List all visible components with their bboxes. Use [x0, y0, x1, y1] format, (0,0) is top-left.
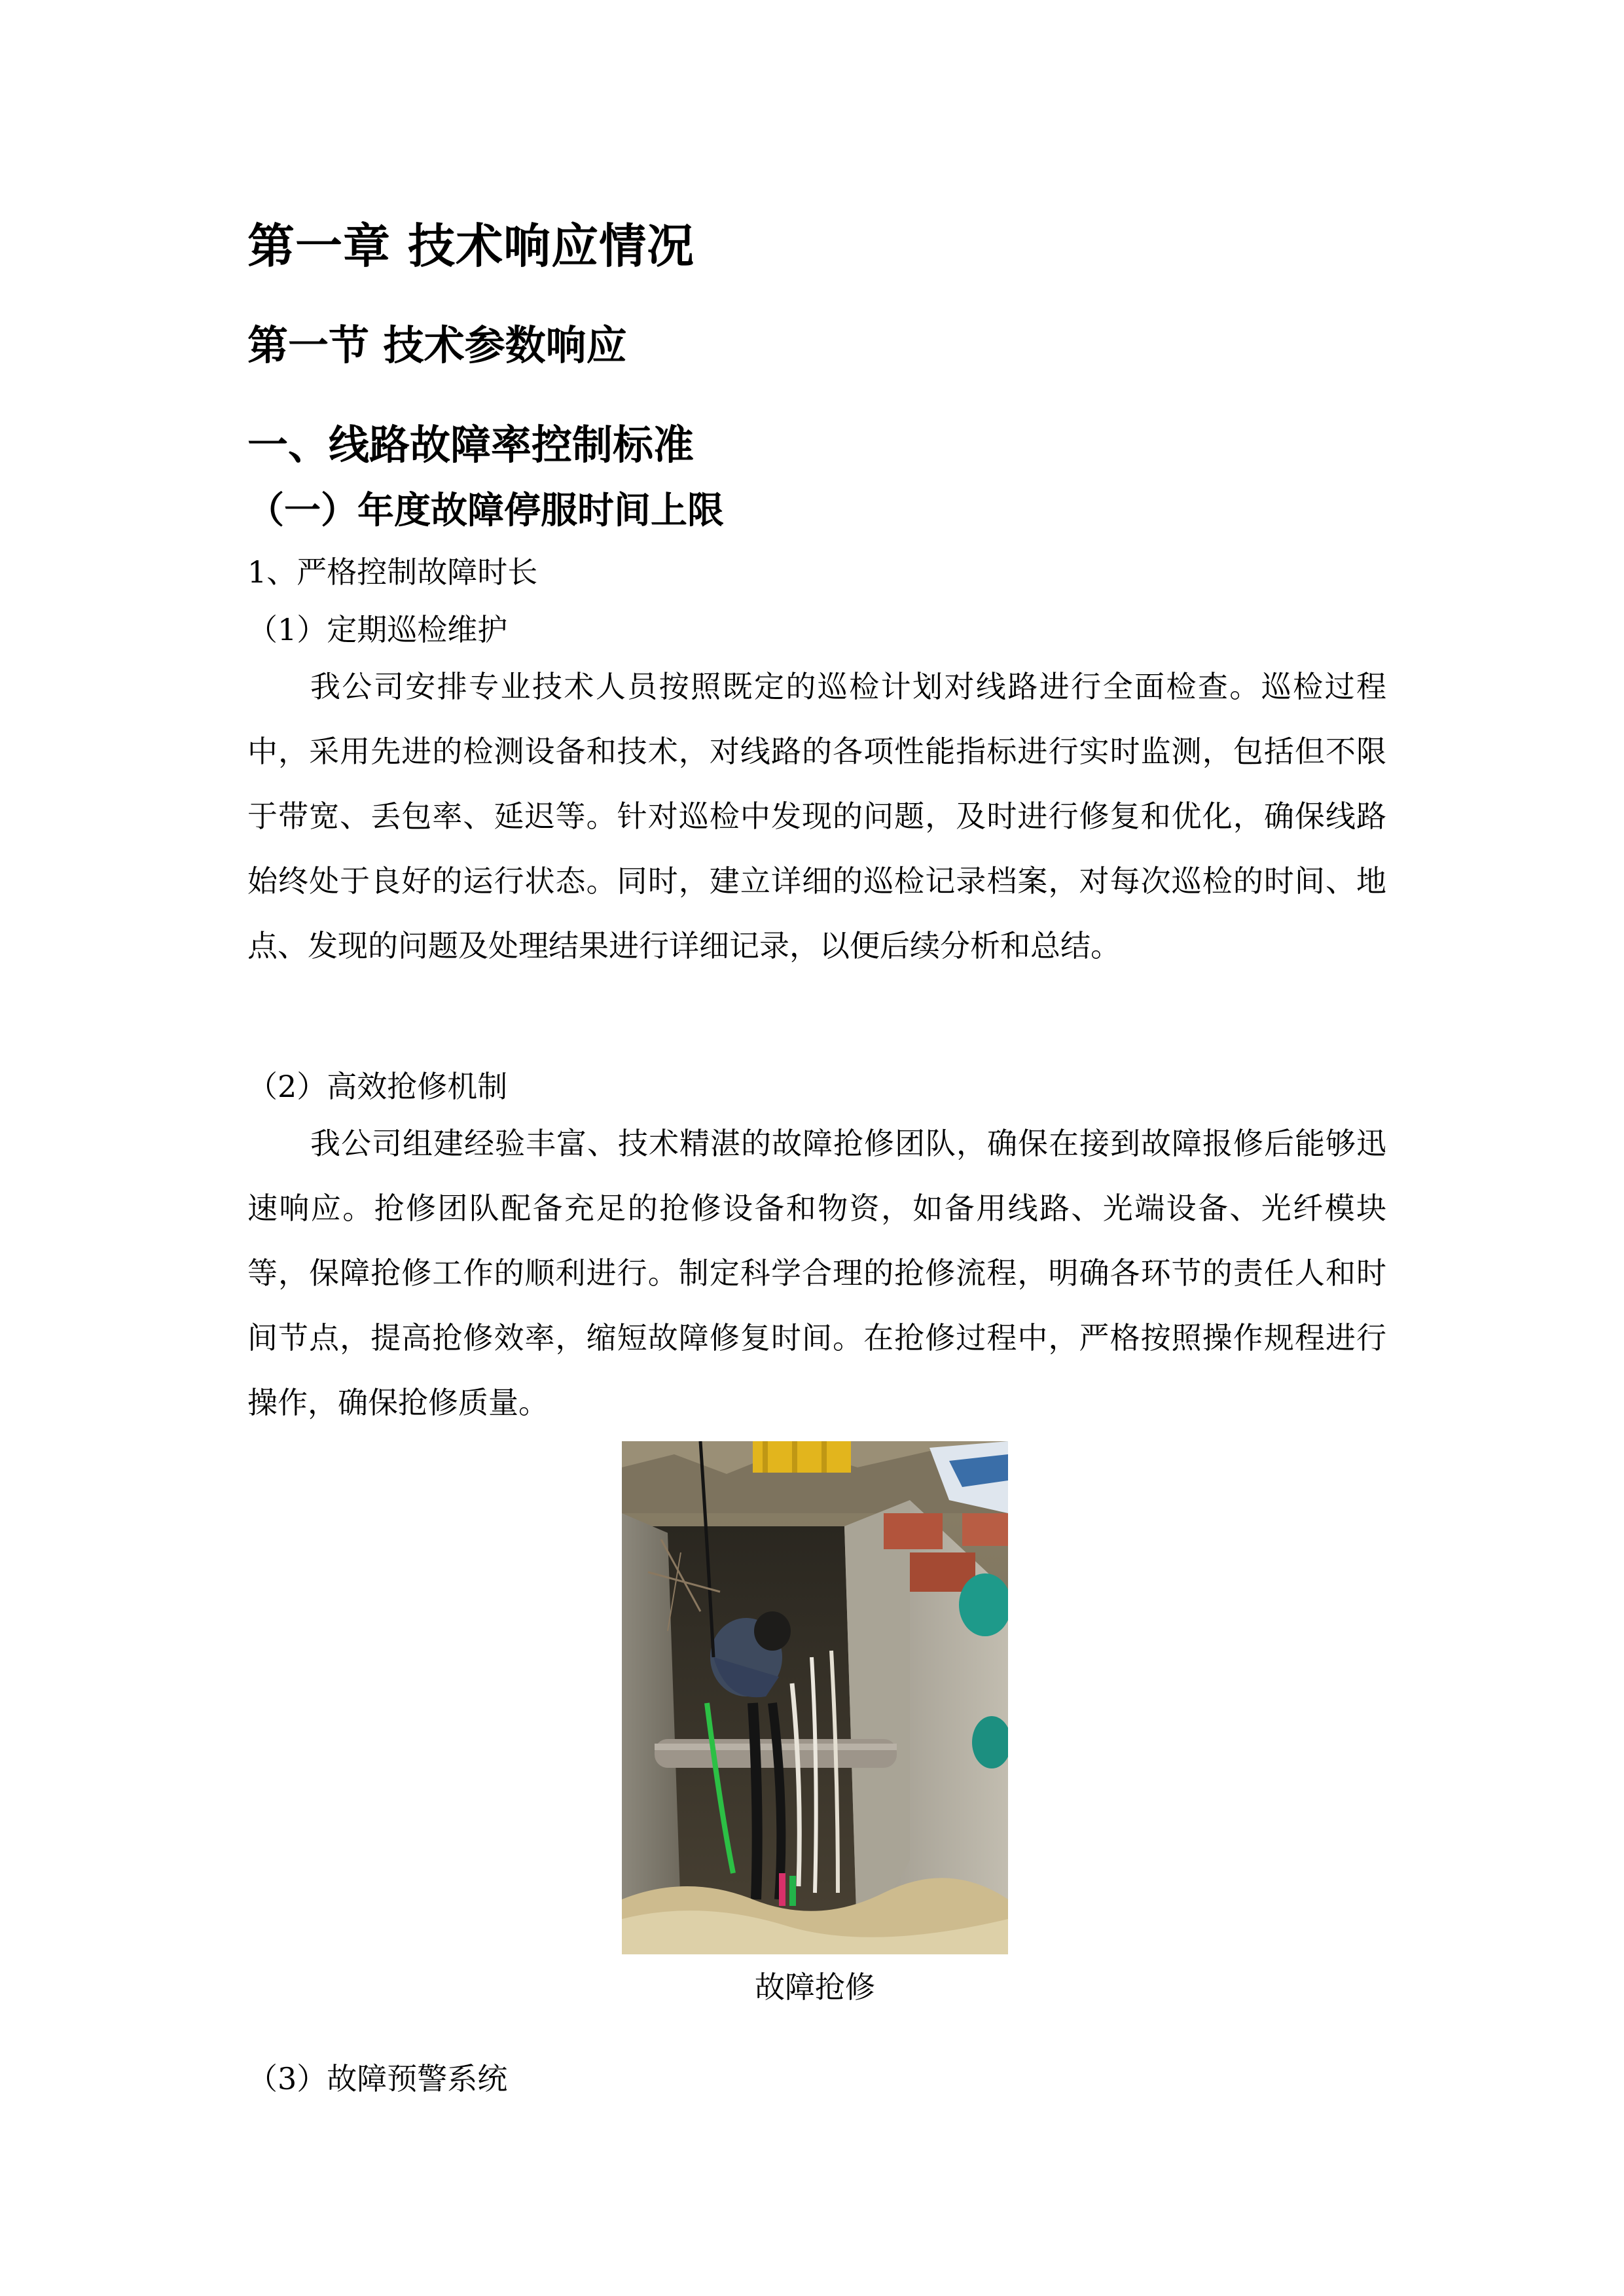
subsection-title: 一、线路故障率控制标准: [247, 421, 695, 469]
item-heading-regular-inspection: （1）定期巡检维护: [247, 612, 508, 647]
subsubsection-title: （一）年度故障停服时间上限: [247, 489, 724, 532]
repair-photo: [622, 1441, 1008, 1954]
figure-caption: 故障抢修: [755, 1969, 875, 2005]
paragraph-inspection: 我公司安排专业技术人员按照既定的巡检计划对线路进行全面检查。巡检过程中，采用先进的检测设备和技术，对线路的各项性能指标进行实时监测，包括但不限于带宽、丢包率、延迟等。针对巡检中发现的问题，及时进行修复和优化，确保线路始终处于良好的运行状态。同时，建立详细的巡检记录档案，对每次巡检的时间、地点、发现的问题及处理结果进行详细记录，以便后续分析和总结。: [247, 669, 1386, 963]
chapter-title: 第一章 技术响应情况: [247, 219, 695, 274]
paragraph-repair: 我公司组建经验丰富、技术精湛的故障抢修团队，确保在接到故障报修后能够迅速响应。抢修团队配备充足的抢修设备和物资，如备用线路、光端设备、光纤模块等，保障抢修工作的顺利进行。制定科学合理的抢修流程，明确各环节的责任人和时间节点，提高抢修效率，缩短故障修复时间。在抢修过程中，严格按照操作规程进行操作，确保抢修质量。: [247, 1126, 1386, 1420]
section-title: 第一节 技术参数响应: [247, 321, 627, 369]
item-heading-emergency-repair: （2）高效抢修机制: [247, 1069, 508, 1104]
item-heading-fault-warning: （3）故障预警系统: [247, 2061, 508, 2096]
item-heading-strict-control: 1、严格控制故障时长: [247, 554, 538, 590]
